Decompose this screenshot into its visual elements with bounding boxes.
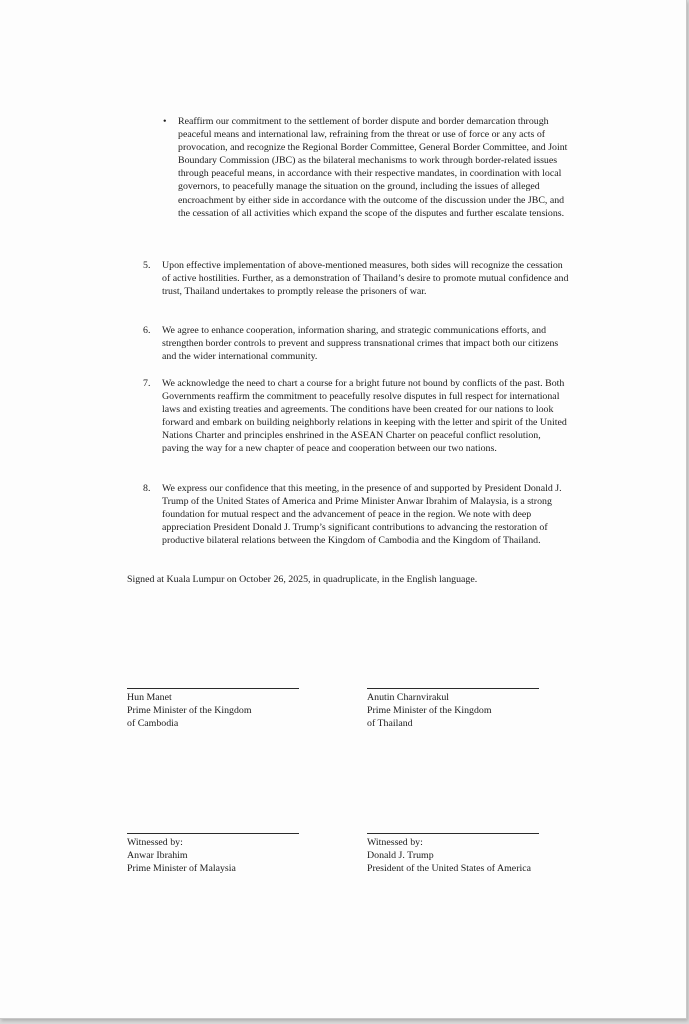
signatory-name: Hun Manet (127, 692, 172, 703)
signature-line (127, 833, 299, 834)
paragraph-8 (143, 482, 570, 547)
paragraph-number: 7. (143, 378, 151, 389)
signature-block-cambodia (127, 688, 327, 730)
witness-label: Witnessed by: (367, 837, 423, 848)
signatory-title: Prime Minister of the Kingdom (367, 705, 492, 717)
witness-name: Anwar Ibrahim (127, 850, 188, 862)
paragraph-6 (143, 324, 570, 363)
bullet-paragraph-text: Reaffirm our commitment to the settlement of border dispute and border demarcation through peaceful means and international law, refraining from the threat or use of force or any acts of provocation, and recognize the Regional Border Committee, General Border Committee, and Joint Boundary Commission (JBC) as the bilateral mechanisms to work through border-related issues through peaceful means, in accordance with their respective mandates, in coordination with local governors, to peacefully manage the situation on the ground, including the issues of alleged encroachment by either side in accordance with the outcome of the discussion under the JBC, and the cessation of all activities which expand the scope of the disputes and further escalate tensions. (178, 116, 568, 219)
witness-label: Witnessed by: (127, 837, 183, 848)
paragraph-text: We express our confidence that this meeting, in the presence of and supported by President Donald J. Trump of the United States of America and Prime Minister Anwar Ibrahim of Malaysia, is a strong foundation for mutual respect and the advancement of peace in the region. We note with deep appreciation President Donald J. Trump’s significant contributions to advancing the restoration of productive bilateral relations between the Kingdom of Cambodia and the Kingdom of Thailand. (162, 483, 562, 547)
bullet-marker: • (163, 116, 167, 127)
witness-title: President of the United States of America (367, 863, 531, 875)
witness-block-malaysia (127, 833, 327, 875)
signatory-title-cont: of Cambodia (127, 718, 179, 730)
signatory-title-cont: of Thailand (367, 718, 413, 730)
paragraph-number: 6. (143, 325, 151, 336)
paragraph-text: We agree to enhance cooperation, information sharing, and strategic communications efforts, and strengthen border controls to prevent and suppress transnational crimes that impact both our citizens and the wider international community. (162, 325, 559, 363)
bullet-paragraph (163, 115, 570, 220)
signatory-name: Anutin Charnvirakul (367, 692, 450, 703)
paragraph-text: Upon effective implementation of above-mentioned measures, both sides will recognize the cessation of active hostilities. Further, as a demonstration of Thailand’s desire to promote mutual confidence and trust, Thailand undertakes to promptly release the prisoners of war. (162, 260, 569, 298)
signature-line (367, 688, 539, 689)
signed-statement: Signed at Kuala Lumpur on October 26, 2025, in quadruplicate, in the English language. (127, 574, 478, 585)
paragraph-number: 5. (143, 260, 151, 271)
witness-block-usa (367, 833, 607, 875)
paragraph-text: We acknowledge the need to chart a course for a bright future not bound by conflicts of the past. Both Governments reaffirm the commitment to peacefully resolve disputes in full respect for international laws and existing treaties and agreements. The conditions have been created for our nations to look forward and embark on building neighborly relations in keeping with the letter and spirit of the United Nations Charter and principles enshrined in the ASEAN Charter on peaceful conflict resolution, paving the way for a new chapter of peace and cooperation between our two nations. (162, 378, 567, 455)
paragraph-5 (143, 259, 570, 298)
signature-block-thailand (367, 688, 567, 730)
paragraph-7 (143, 377, 570, 456)
witness-title: Prime Minister of Malaysia (127, 863, 236, 875)
signatory-title: Prime Minister of the Kingdom (127, 705, 252, 717)
signature-line (367, 833, 539, 834)
witness-name: Donald J. Trump (367, 850, 434, 862)
signature-line (127, 688, 299, 689)
paragraph-number: 8. (143, 483, 151, 494)
